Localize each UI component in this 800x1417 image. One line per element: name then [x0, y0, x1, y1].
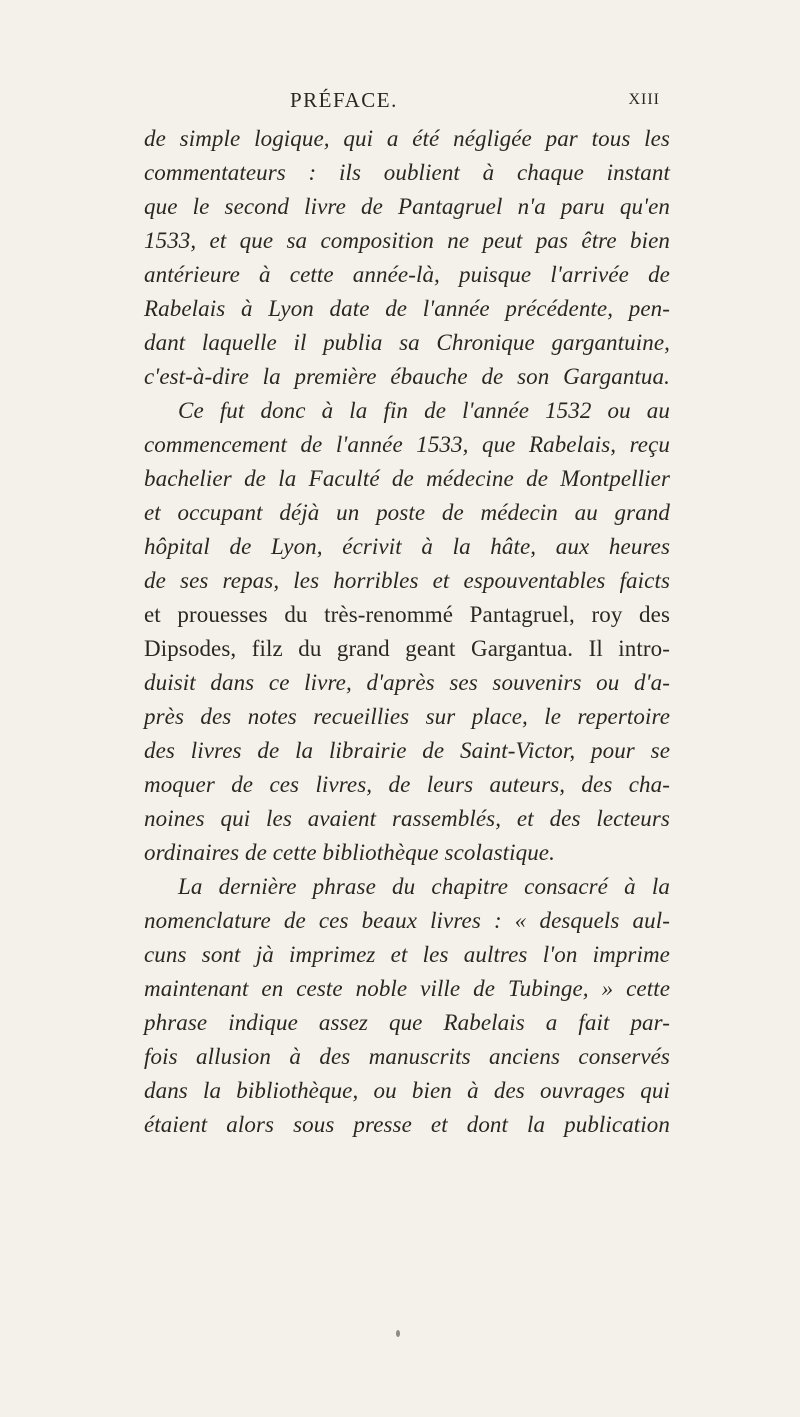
text-line: moquer de ces livres, de leurs auteurs, des cha-	[144, 772, 670, 797]
text-line: fois allusion à des manuscrits anciens conservés	[144, 1044, 670, 1069]
text-line: cuns sont jà imprimez et les aultres l'on imprime	[144, 942, 670, 967]
text-line: c'est-à-dire la première ébauche de son Gargantua.	[144, 364, 670, 389]
text-line: de ses repas, les horribles et espouventables faicts	[144, 568, 670, 593]
ink-dot-mark	[396, 1330, 400, 1337]
text-line: étaient alors sous presse et dont la publication	[144, 1112, 670, 1137]
text-line: maintenant en ceste noble ville de Tubinge, » cette	[144, 976, 670, 1001]
text-line: commencement de l'année 1533, que Rabelais, reçu	[144, 432, 670, 457]
text-line: noines qui les avaient rassemblés, et des lecteurs	[144, 806, 670, 831]
text-line: nomenclature de ces beaux livres : « desquels aul-	[144, 908, 670, 933]
text-line: 1533, et que sa composition ne peut pas être bien	[144, 228, 670, 253]
text-line: commentateurs : ils oublient à chaque instant	[144, 160, 670, 185]
text-line: bachelier de la Faculté de médecine de Montpellier	[144, 466, 670, 491]
text-line: dant laquelle il publia sa Chronique gargantuine,	[144, 330, 670, 355]
page-title: PRÉFACE.	[290, 88, 398, 112]
text-line: hôpital de Lyon, écrivit à la hâte, aux heures	[144, 534, 670, 559]
text-line: Rabelais à Lyon date de l'année précédente, pen-	[144, 296, 670, 321]
text-line: duisit dans ce livre, d'après ses souvenirs ou d'a-	[144, 670, 670, 695]
text-line: Ce fut donc à la fin de l'année 1532 ou au	[178, 398, 670, 423]
text-line: La dernière phrase du chapitre consacré à la	[178, 874, 670, 899]
text-line: Dipsodes, filz du grand geant Gargantua. Il intro-	[144, 636, 670, 661]
text-line: et prouesses du très-renommé Pantagruel, roy des	[144, 602, 670, 627]
text-line: des livres de la librairie de Saint-Victor, pour se	[144, 738, 670, 763]
text-line: et occupant déjà un poste de médecin au grand	[144, 500, 670, 525]
running-header	[140, 88, 660, 118]
text-line: antérieure à cette année-là, puisque l'arrivée de	[144, 262, 670, 287]
text-line: ordinaires de cette bibliothèque scolastique.	[144, 840, 555, 865]
body-text	[144, 122, 670, 1137]
text-line: près des notes recueillies sur place, le repertoire	[144, 704, 670, 729]
text-line: phrase indique assez que Rabelais a fait par-	[144, 1010, 670, 1035]
page-number: XIII	[628, 91, 660, 108]
text-line: de simple logique, qui a été négligée par tous les	[144, 126, 670, 151]
text-line: dans la bibliothèque, ou bien à des ouvrages qui	[144, 1078, 670, 1103]
text-line: que le second livre de Pantagruel n'a paru qu'en	[144, 194, 670, 219]
